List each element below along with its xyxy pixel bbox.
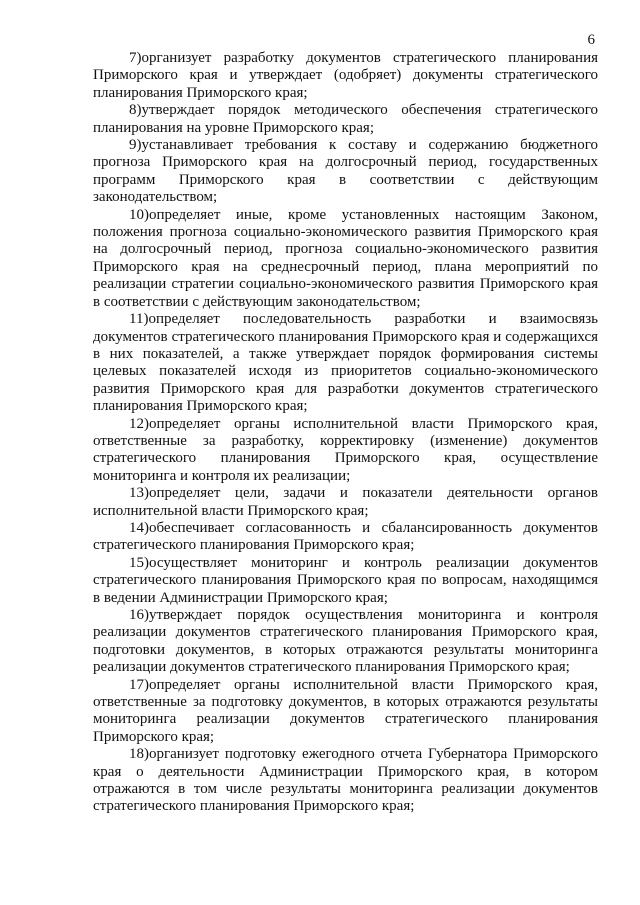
list-item-12: 12)определяет органы исполнительной власти Приморского края, ответственные за разработку, корректировку (изменение) документов стратегического планирования Приморского края, осуществление мониторинга и контроля их реализации;	[93, 415, 598, 484]
list-item-18: 18)организует подготовку ежегодного отчета Губернатора Приморского края о деятельности Администрации Приморского края, в котором отражаются в том числе результаты мониторинга реализации документов стратегического планирования Приморского края;	[93, 746, 598, 815]
list-item-10: 10)определяет иные, кроме установленных настоящим Законом, положения прогноза социально-экономического развития Приморского края на долгосрочный период, прогноза социально-экономического развития Приморского края на среднесрочный период, плана мероприятий по реализации стратегии социально-экономического развития Приморского края в соответствии с действующим законодательством;	[93, 206, 598, 310]
list-item-16: 16)утверждает порядок осуществления мониторинга и контроля реализации документов стратегического планирования Приморского края, подготовки документов, в которых отражаются результаты мониторинга реализации документов стратегического планирования Приморского края;	[93, 607, 598, 676]
list-item-8: 8)утверждает порядок методического обеспечения стратегического планирования на уровне Приморского края;	[93, 102, 598, 136]
page-number: 6	[587, 32, 595, 48]
list-item-7: 7)организует разработку документов стратегического планирования Приморского края и утверждает (одобряет) документы стратегического планирования Приморского края;	[93, 50, 598, 101]
list-item-13: 13)определяет цели, задачи и показатели деятельности органов исполнительной власти Приморского края;	[93, 485, 598, 519]
list-item-11: 11)определяет последовательность разработки и взаимосвязь документов стратегического планирования Приморского края и содержащихся в них показателей, а также утверждает порядок формирования системы целевых показателей исходя из приоритетов социально-экономического развития Приморского края для разработки документов стратегического планирования Приморского края;	[93, 311, 598, 415]
list-item-15: 15)осуществляет мониторинг и контроль реализации документов стратегического планирования Приморского края по вопросам, находящимся в ведении Администрации Приморского края;	[93, 554, 598, 606]
list-item-14: 14)обеспечивает согласованность и сбалансированность документов стратегического планирования Приморского края;	[93, 519, 598, 554]
list-item-9: 9)устанавливает требования к составу и содержанию бюджетного прогноза Приморского края на долгосрочный период, государственных программ Приморского края в соответствии с действующим законодательством;	[93, 137, 598, 206]
document-body	[93, 50, 598, 816]
list-item-17: 17)определяет органы исполнительной власти Приморского края, ответственные за подготовку документов, в которых отражаются результаты мониторинга реализации документов стратегического планирования Приморского края;	[93, 676, 598, 745]
